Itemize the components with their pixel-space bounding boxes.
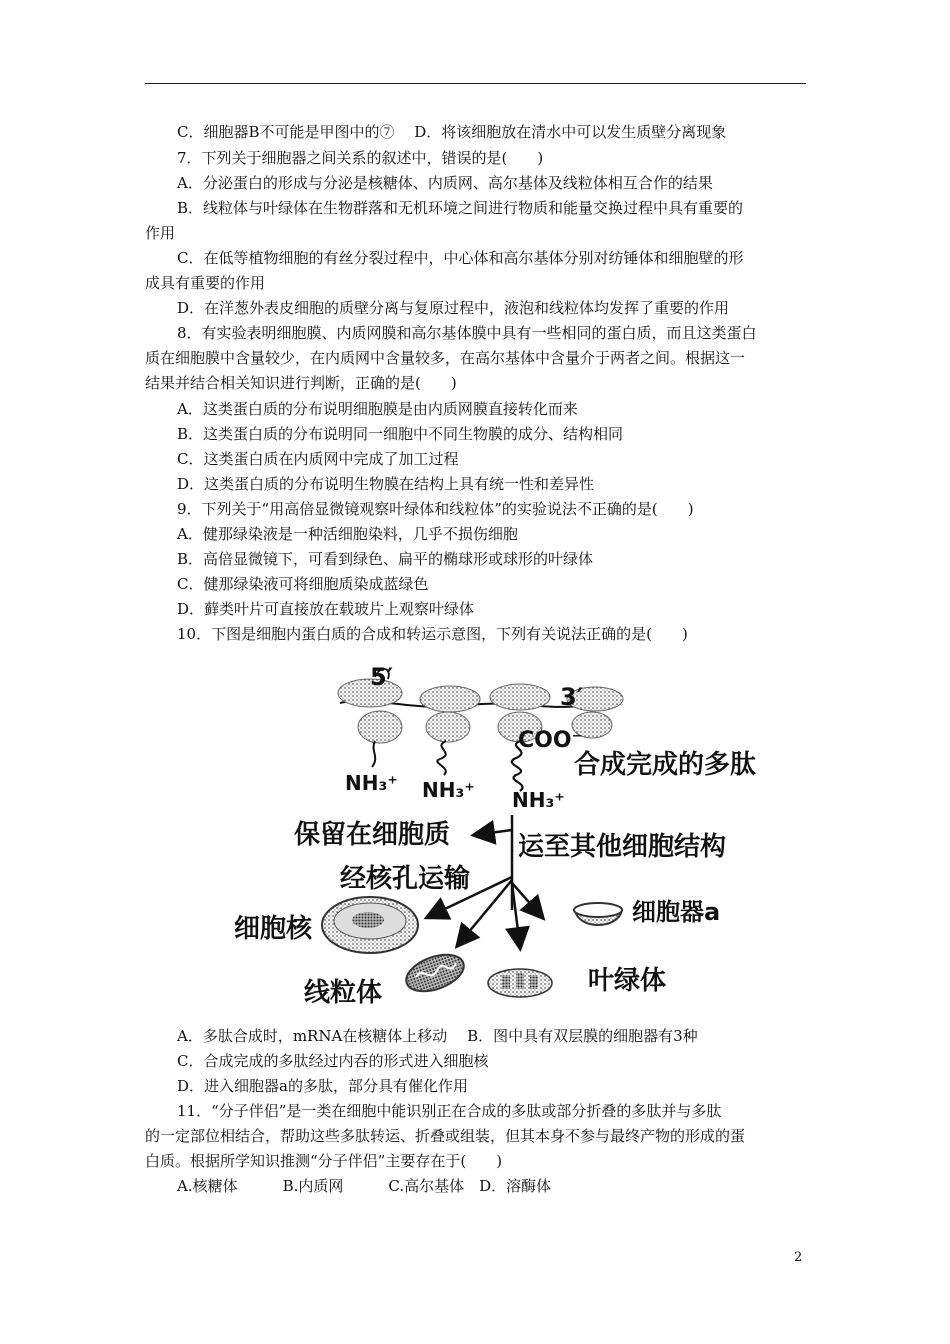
options-11: A.核糖体 B.内质网 C.高尔基体 D．溶酶体 bbox=[177, 1177, 552, 1195]
coo-label: COO⁻ bbox=[518, 728, 584, 753]
option-8b: B．这类蛋白质的分布说明同一细胞中不同生物膜的成分、结构相同 bbox=[177, 425, 624, 443]
nh3-label: NH₃⁺ bbox=[512, 788, 565, 812]
chloroplast-illustration bbox=[488, 969, 552, 997]
option-9d: D．藓类叶片可直接放在载玻片上观察叶绿体 bbox=[177, 600, 475, 618]
option-10c: C．合成完成的多肽经过内吞的形式进入细胞核 bbox=[177, 1052, 489, 1070]
mitochondria-label: 线粒体 bbox=[304, 978, 383, 1008]
question-9: 9．下列关于“用高倍显微镜观察叶绿体和线粒体”的实验说法不正确的是( ) bbox=[177, 500, 694, 518]
option-8c: C．这类蛋白质在内质网中完成了加工过程 bbox=[177, 450, 459, 468]
text-line: 的一定部位相结合，帮助这些多肽转运、折叠或组装，但其本身不参与最终产物的形成的蛋 bbox=[145, 1127, 746, 1145]
text-line: 结果并结合相关知识进行判断，正确的是( ) bbox=[145, 374, 457, 392]
question-8: 8．有实验表明细胞膜、内质网膜和高尔基体膜中具有一些相同的蛋白质，而且这类蛋白 bbox=[177, 324, 757, 342]
option-10a-b: A．多肽合成时，mRNA在核糖体上移动 B．图中具有双层膜的细胞器有3种 bbox=[177, 1027, 698, 1045]
option-8a: A．这类蛋白质的分布说明细胞膜是由内质网膜直接转化而来 bbox=[177, 400, 578, 418]
option-7b: B．线粒体与叶绿体在生物群落和无机环境之间进行物质和能量交换过程中具有重要的 bbox=[177, 199, 744, 217]
question-11: 11．“分子伴侣”是一类在细胞中能识别正在合成的多肽或部分折叠的多肽并与多肽 bbox=[177, 1102, 722, 1120]
nucleus-illustration bbox=[322, 897, 418, 953]
mitochondrion-illustration bbox=[401, 948, 468, 999]
option-10d: D．进入细胞器a的多肽，部分具有催化作用 bbox=[177, 1077, 468, 1095]
nucleus-label: 细胞核 bbox=[234, 914, 313, 944]
organelle-a-label: 细胞器a bbox=[632, 898, 721, 926]
text-line: 质在细胞膜中含量较少，在内质网中含量较多，在高尔基体中含量介于两者之间。根据这一 bbox=[145, 349, 746, 367]
header-rule bbox=[145, 83, 806, 84]
option-9c: C．健那绿染液可将细胞质染成蓝绿色 bbox=[177, 575, 429, 593]
protein-transport-figure bbox=[220, 655, 780, 1020]
nh3-label: NH₃⁺ bbox=[422, 778, 475, 802]
page-number: 2 bbox=[794, 1250, 803, 1265]
via-nuclear-pore-label: 经核孔运输 bbox=[340, 864, 471, 894]
chloroplast-label: 叶绿体 bbox=[588, 966, 667, 996]
nh3-label: NH₃⁺ bbox=[345, 771, 398, 795]
question-7: 7．下列关于细胞器之间关系的叙述中，错误的是( ) bbox=[177, 149, 544, 167]
organelle-a-illustration bbox=[574, 903, 622, 925]
to-other-structures-label: 运至其他细胞结构 bbox=[518, 832, 727, 862]
text-line: 白质。根据所学知识推测“分子伴侣”主要存在于( ) bbox=[145, 1152, 503, 1170]
stay-cytoplasm-label: 保留在细胞质 bbox=[294, 820, 451, 850]
question-10: 10．下图是细胞内蛋白质的合成和转运示意图，下列有关说法正确的是( ) bbox=[177, 625, 688, 643]
text-line: C．细胞器B不可能是甲图中的⑦ D．将该细胞放在清水中可以发生质壁分离现象 bbox=[177, 123, 727, 141]
three-prime-label: 3′ bbox=[560, 683, 584, 711]
option-7c: C．在低等植物细胞的有丝分裂过程中，中心体和高尔基体分别对纺锤体和细胞壁的形 bbox=[177, 249, 744, 267]
option-9a: A．健那绿染液是一种活细胞染料，几乎不损伤细胞 bbox=[177, 525, 518, 543]
option-7a: A．分泌蛋白的形成与分泌是核糖体、内质网、高尔基体及线粒体相互合作的结果 bbox=[177, 174, 713, 192]
option-9b: B．高倍显微镜下，可看到绿色、扁平的椭球形或球形的叶绿体 bbox=[177, 550, 594, 568]
five-prime-label: 5′ bbox=[370, 663, 394, 691]
text-line: 成具有重要的作用 bbox=[145, 274, 266, 292]
option-7d: D．在洋葱外表皮细胞的质壁分离与复原过程中，液泡和线粒体均发挥了重要的作用 bbox=[177, 299, 730, 317]
option-8d: D．这类蛋白质的分布说明生物膜在结构上具有统一性和差异性 bbox=[177, 475, 595, 493]
text-line: 作用 bbox=[145, 224, 176, 242]
polypeptide-done-label: 合成完成的多肽 bbox=[574, 750, 757, 780]
